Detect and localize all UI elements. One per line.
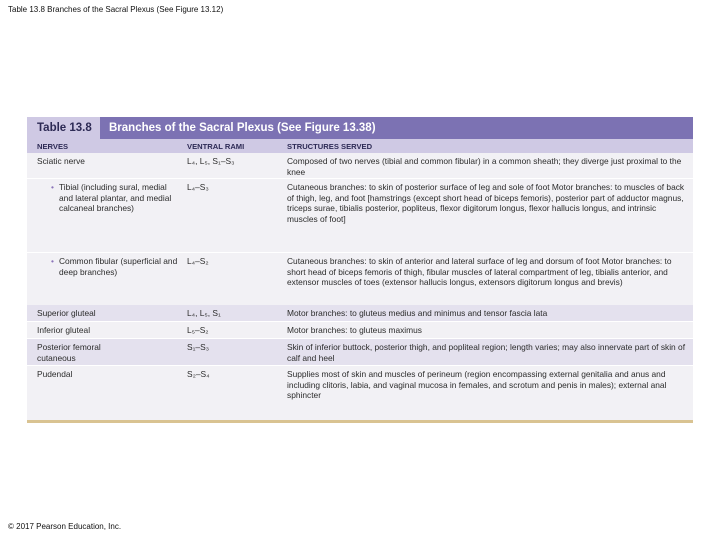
nerve-cell: Superior gluteal [37, 308, 96, 318]
table-caption: Branches of the Sacral Plexus (See Figure 13.38) [109, 122, 376, 134]
table-row [27, 253, 693, 309]
rami-cell: L₄, L₅, S₁ [187, 308, 221, 318]
structures-cell: Cutaneous branches: to skin of anterior and lateral surface of leg and dorsum of foot Motor branches: to short head of biceps femoris of thigh, fibular muscles of lateral compartment of leg, tibialis anterior, and extensor muscles of toes (extensor hallucis longus, extensors digitorum longus and brevis) [287, 256, 672, 288]
bullet-marker: • [51, 256, 54, 266]
nerve-label: Tibial (including sural, medial and lateral plantar, and medial calcaneal branches) [59, 182, 172, 214]
copyright-notice: © 2017 Pearson Education, Inc. [8, 522, 122, 531]
nerve-cell [51, 256, 182, 277]
structures-cell: Motor branches: to gluteus medius and minimus and tensor fascia lata [287, 308, 548, 318]
table-row [27, 179, 693, 253]
nerve-cell: Sciatic nerve [37, 156, 85, 166]
nerve-cell [51, 182, 182, 214]
structures-cell: Composed of two nerves (tibial and common fibular) in a common sheath; they diverge just proximal to the knee [287, 156, 682, 177]
table-number: Table 13.8 [27, 117, 100, 139]
nerve-cell: Inferior gluteal [37, 325, 91, 335]
rami-cell: S₂–S₄ [187, 369, 210, 379]
nerve-cell: Pudendal [37, 369, 73, 379]
rami-cell: L₄, L₅, S₁–S₃ [187, 156, 235, 166]
table-row [27, 322, 693, 339]
bullet-marker: • [51, 182, 54, 192]
table-row [27, 153, 693, 179]
slide-title: Table 13.8 Branches of the Sacral Plexus (See Figure 13.12) [8, 5, 224, 14]
column-header-structures-served: STRUCTURES SERVED [287, 142, 373, 151]
sacral-plexus-table [27, 117, 693, 423]
structures-cell: Skin of inferior buttock, posterior thigh, and popliteal region; length varies; may also innervate part of skin of calf and heel [287, 342, 686, 363]
structures-cell: Supplies most of skin and muscles of perineum (region encompassing external genitalia and anus and including clitoris, labia, and vaginal mucosa in females, and scrotum and penis in males); external anal sphincter [287, 369, 667, 401]
rami-cell: L₄–S₂ [187, 256, 209, 266]
rami-cell: L₅–S₂ [187, 325, 209, 335]
rami-cell: L₄–S₃ [187, 182, 209, 192]
rami-cell: S₁–S₃ [187, 342, 210, 352]
table-row [27, 305, 693, 322]
structures-cell: Cutaneous branches: to skin of posterior surface of leg and sole of foot Motor branches: to muscles of back of thigh, leg, and foot [hamstrings (except short head of biceps femoris), posterior part of adductor magnus, triceps surae, tibialis posterior, popliteus, flexor digitorum longus, flexor hallucis longus, and intrinsic muscles of foot] [287, 182, 685, 224]
column-headers [27, 139, 693, 153]
table-row [27, 366, 693, 420]
structures-cell: Motor branches: to gluteus maximus [287, 325, 422, 335]
nerve-cell: Posterior femoral cutaneous [37, 342, 101, 363]
table-row [27, 339, 693, 366]
column-header-ventral-rami: VENTRAL RAMI [187, 142, 245, 151]
nerve-label: Common fibular (superficial and deep branches) [59, 256, 178, 277]
column-header-nerves: NERVES [37, 142, 69, 151]
table-header [27, 117, 693, 139]
